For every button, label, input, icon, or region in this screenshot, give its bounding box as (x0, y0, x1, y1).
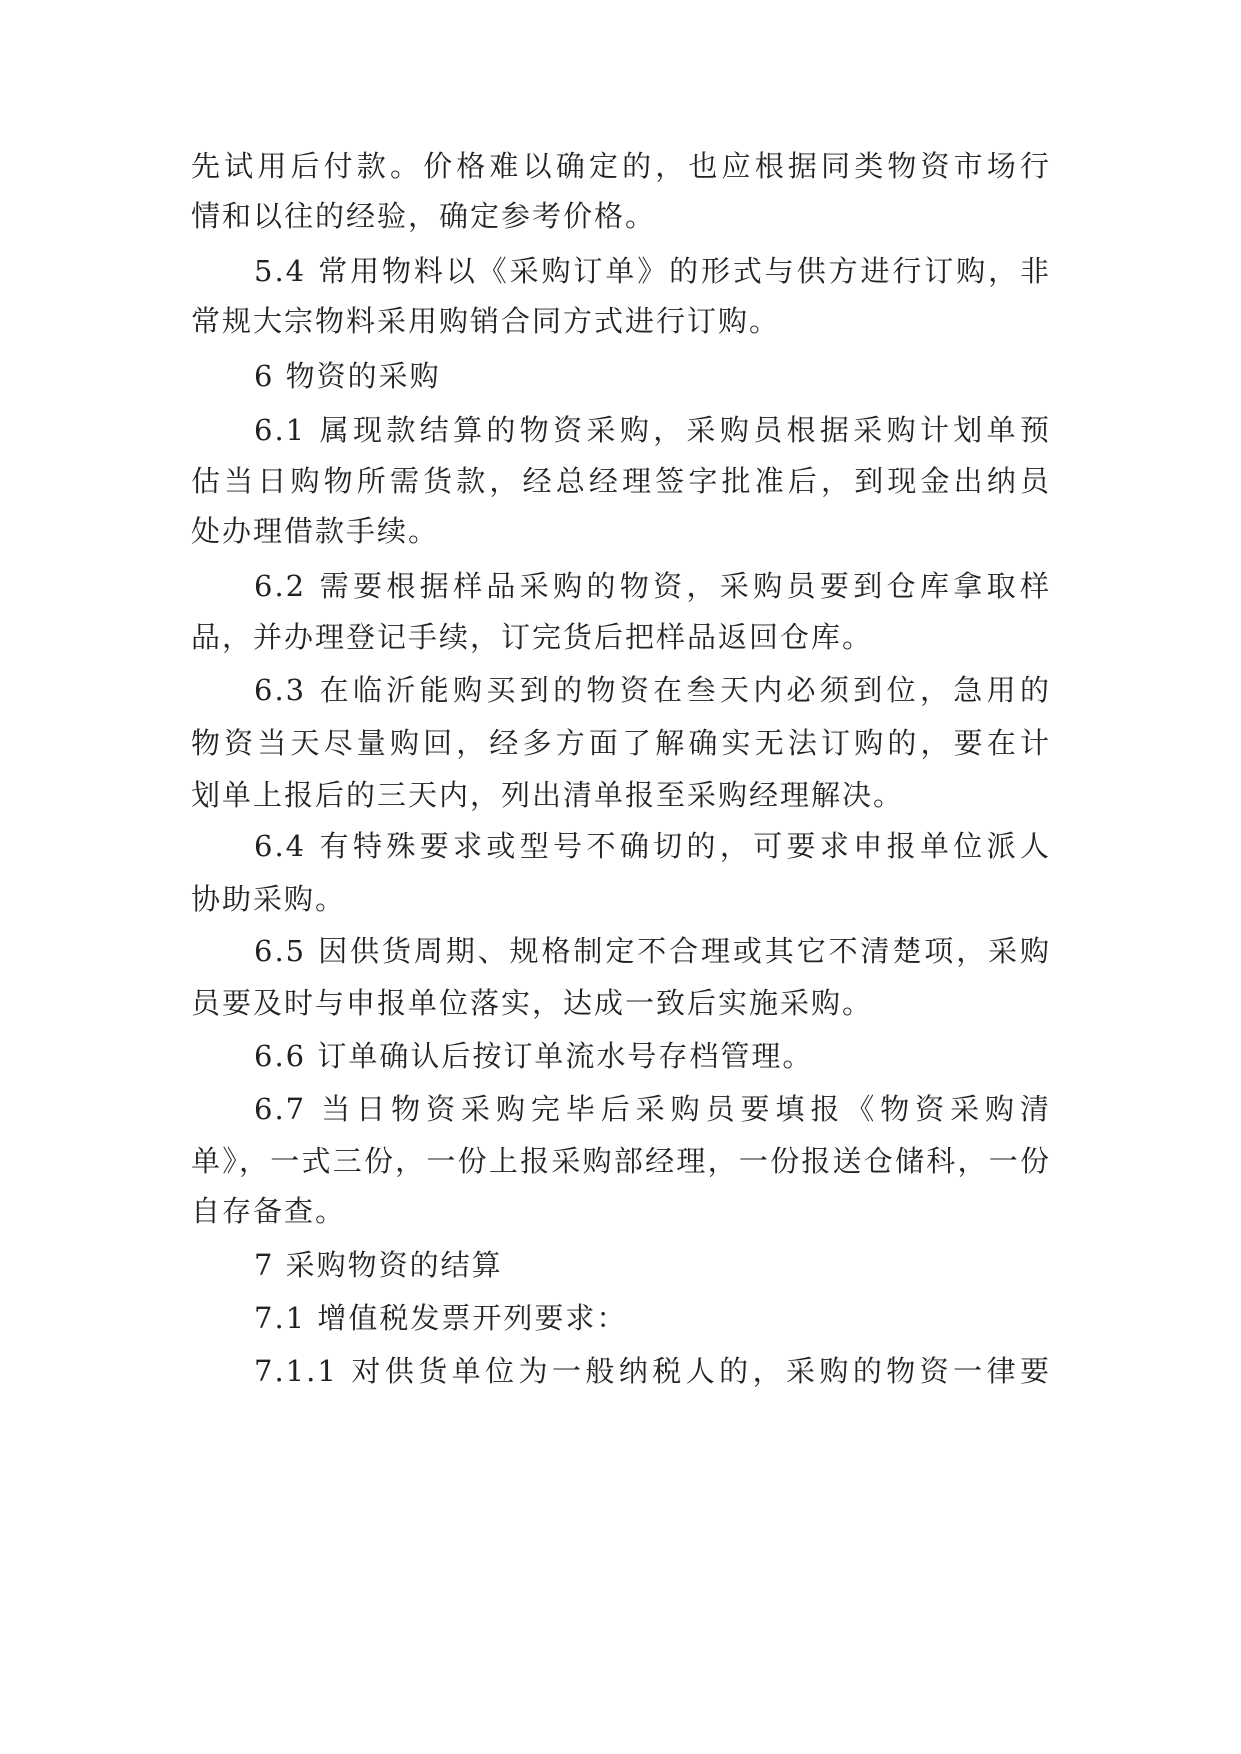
text-line: 自存备查。 (191, 1194, 347, 1228)
text-line: 估当日购物所需货款，经总经理签字批准后，到现金出纳员 (191, 464, 1051, 498)
text-line: 7.1 增值税发票开列要求： (254, 1301, 628, 1335)
section-heading: 6 物资的采购 (254, 359, 441, 393)
text-line: 员要及时与申报单位落实，达成一致后实施采购。 (191, 986, 874, 1020)
text-line: 物资当天尽量购回，经多方面了解确实无法订购的，要在计 (191, 726, 1051, 760)
section-heading: 7 采购物资的结算 (254, 1248, 503, 1282)
text-line: 6.2 需要根据样品采购的物资，采购员要到仓库拿取样 (254, 569, 1051, 603)
text-line: 5.4 常用物料以《采购订单》的形式与供方进行订购，非 (254, 254, 1051, 288)
text-line: 划单上报后的三天内，列出清单报至采购经理解决。 (191, 778, 905, 812)
text-line: 6.1 属现款结算的物资采购，采购员根据采购计划单预 (254, 413, 1051, 447)
text-line: 品，并办理登记手续，订完货后把样品返回仓库。 (191, 620, 874, 654)
text-line: 处办理借款手续。 (191, 514, 440, 548)
text-line: 协助采购。 (191, 882, 347, 916)
text-line: 常规大宗物料采用购销合同方式进行订购。 (191, 304, 781, 338)
text-line: 先试用后付款。价格难以确定的，也应根据同类物资市场行 (191, 149, 1051, 183)
text-line: 6.7 当日物资采购完毕后采购员要填报《物资采购清 (254, 1092, 1051, 1126)
text-line: 6.6 订单确认后按订单流水号存档管理。 (254, 1039, 814, 1073)
text-line: 单》，一式三份，一份上报采购部经理，一份报送仓储科，一份 (191, 1144, 1051, 1178)
text-line: 6.5 因供货周期、规格制定不合理或其它不清楚项，采购 (254, 934, 1051, 968)
text-line: 情和以往的经验，确定参考价格。 (191, 199, 657, 233)
text-line: 7.1.1 对供货单位为一般纳税人的，采购的物资一律要 (254, 1354, 1051, 1388)
text-line: 6.3 在临沂能购买到的物资在叁天内必须到位，急用的 (254, 673, 1051, 707)
text-line: 6.4 有特殊要求或型号不确切的，可要求申报单位派人 (254, 829, 1051, 863)
